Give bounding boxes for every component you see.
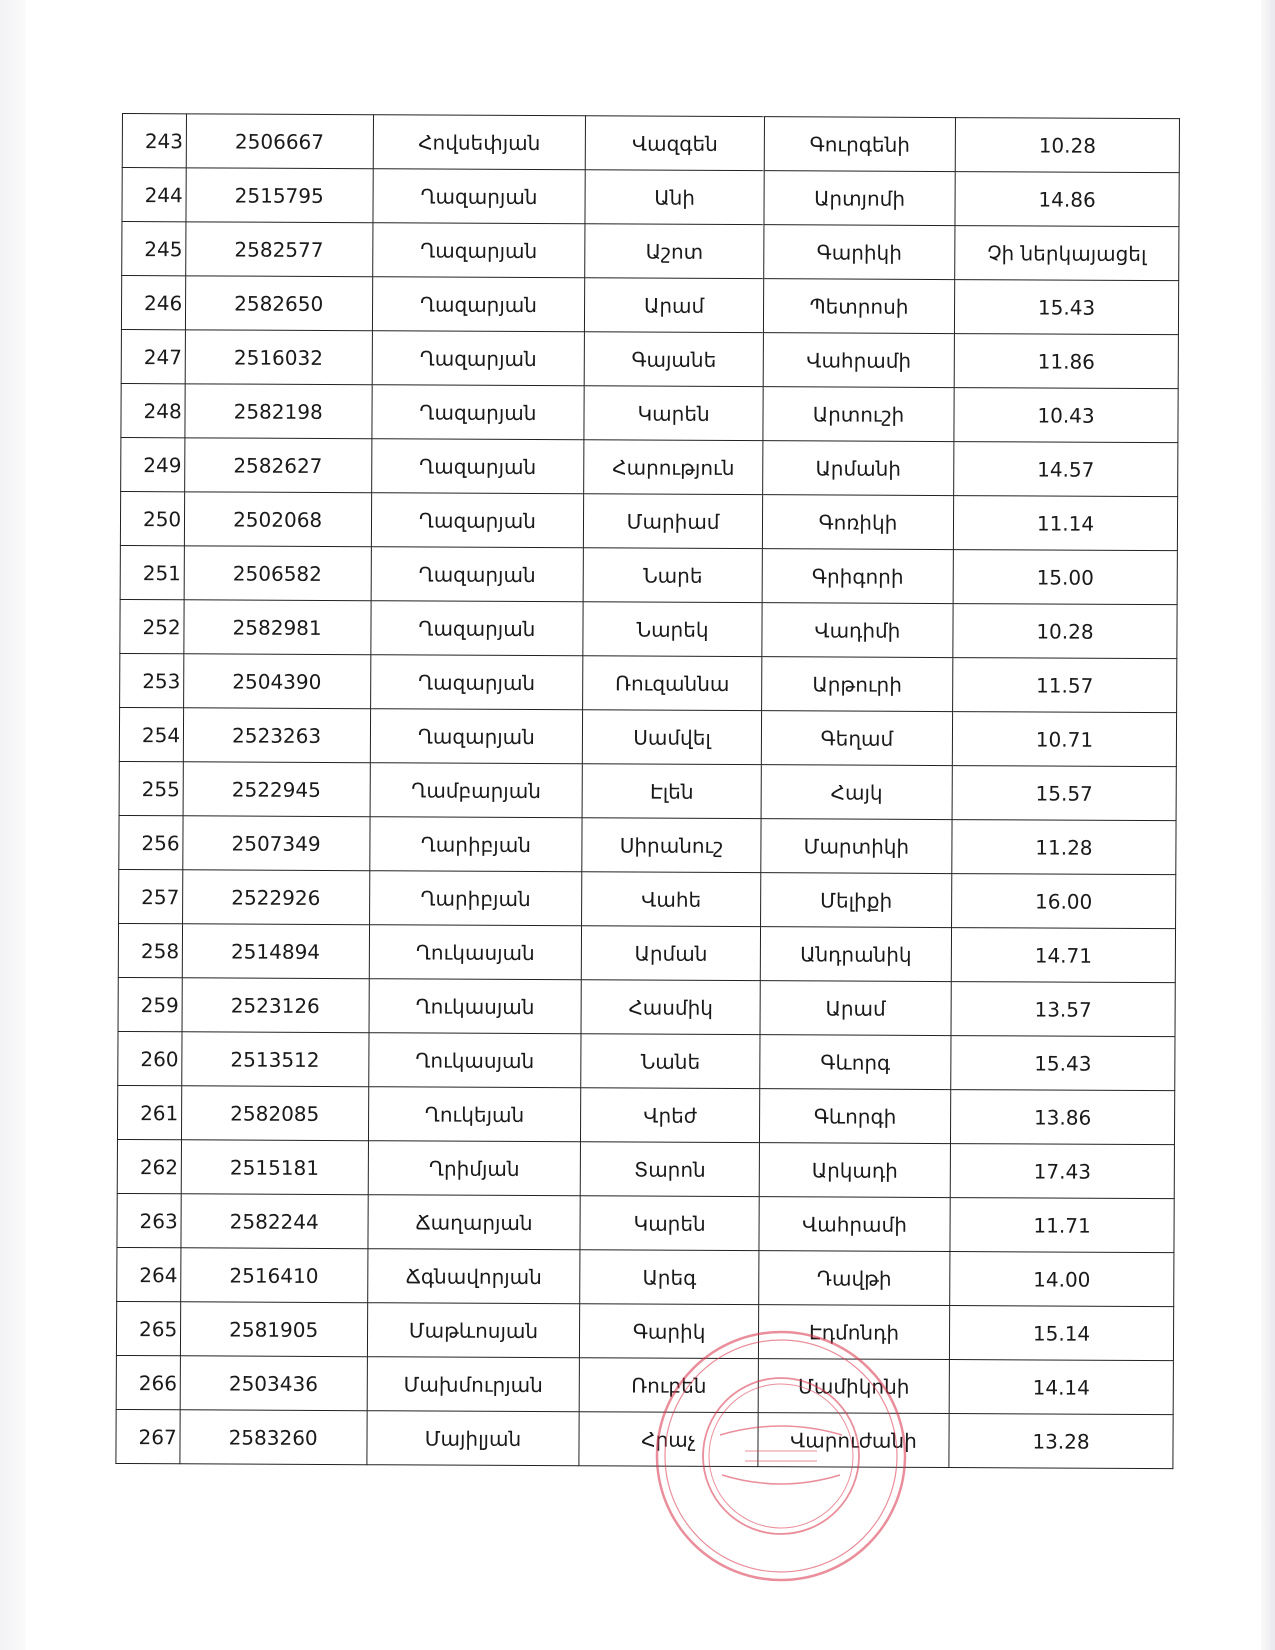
applicant-id-cell: 2516410 xyxy=(180,1248,367,1303)
score-cell: 11.14 xyxy=(953,496,1177,551)
score-cell: 15.43 xyxy=(951,1036,1175,1091)
surname-cell: Ղրիմյան xyxy=(368,1141,581,1196)
applicant-id-cell: 2503436 xyxy=(180,1356,367,1411)
score-cell: 16.00 xyxy=(952,874,1176,929)
table-row xyxy=(118,977,1175,1036)
applicant-id-cell: 2507349 xyxy=(182,816,369,871)
surname-cell: Ղազարյան xyxy=(372,385,585,440)
score-cell: 15.00 xyxy=(953,550,1177,605)
surname-cell: Ղարիբյան xyxy=(369,871,582,926)
score-cell: 14.00 xyxy=(950,1252,1174,1307)
row-number-cell: 259 xyxy=(118,977,182,1031)
table-row xyxy=(121,276,1178,335)
table-row xyxy=(121,329,1178,388)
row-number-cell: 244 xyxy=(122,168,186,222)
surname-cell: Ղուկասյան xyxy=(369,979,582,1034)
first-name-cell: Կարեն xyxy=(580,1196,759,1251)
row-number-cell: 264 xyxy=(117,1247,181,1301)
surname-cell: Ղազարյան xyxy=(371,493,584,548)
row-number-cell: 257 xyxy=(119,869,183,923)
page-shadow-right xyxy=(1261,0,1275,1650)
surname-cell: Մաթևոսյան xyxy=(367,1303,580,1358)
score-cell: 13.28 xyxy=(949,1414,1173,1469)
page-shadow-left xyxy=(0,0,26,1650)
patronymic-cell: Արկադի xyxy=(759,1143,950,1198)
first-name-cell: Հրաչ xyxy=(579,1412,758,1467)
applicant-id-cell: 2582627 xyxy=(184,438,371,493)
surname-cell: Ղազարյան xyxy=(370,655,583,710)
patronymic-cell: Արթուրի xyxy=(762,657,953,712)
surname-cell: Ղամբարյան xyxy=(370,763,583,818)
first-name-cell: Արման xyxy=(582,926,761,981)
patronymic-cell: Գեղամ xyxy=(761,711,952,766)
surname-cell: Ղազարյան xyxy=(370,601,583,656)
surname-cell: Ղազարյան xyxy=(372,223,585,278)
row-number-cell: 249 xyxy=(121,437,185,491)
table-row xyxy=(118,923,1175,982)
patronymic-cell: Մելիքի xyxy=(761,873,952,928)
patronymic-cell: Գուրգենի xyxy=(764,117,955,172)
applicant-id-cell: 2581905 xyxy=(180,1302,367,1357)
first-name-cell: Վահե xyxy=(582,872,761,927)
table-row xyxy=(120,545,1177,604)
score-cell: 10.71 xyxy=(952,712,1176,767)
row-number-cell: 254 xyxy=(119,707,183,761)
row-number-cell: 248 xyxy=(121,383,185,437)
patronymic-cell: Գրիգորի xyxy=(762,549,953,604)
applicant-id-cell: 2583260 xyxy=(180,1410,367,1465)
row-number-cell: 260 xyxy=(118,1031,182,1085)
row-number-cell: 246 xyxy=(121,276,185,330)
row-number-cell: 263 xyxy=(117,1193,181,1247)
row-number-cell: 261 xyxy=(117,1085,181,1139)
table-row xyxy=(119,707,1176,766)
first-name-cell: Հասմիկ xyxy=(581,980,760,1035)
table-row xyxy=(119,869,1176,928)
table-row xyxy=(121,437,1178,496)
first-name-cell: Տարոն xyxy=(580,1142,759,1197)
score-cell: Չի ներկայացել xyxy=(955,226,1179,281)
first-name-cell: Սամվել xyxy=(583,710,762,765)
applicant-id-cell: 2582577 xyxy=(185,222,372,277)
applicant-id-cell: 2523263 xyxy=(183,708,370,763)
applicant-id-cell: 2582198 xyxy=(185,384,372,439)
patronymic-cell: Մամիկոնի xyxy=(758,1359,949,1414)
applicant-id-cell: 2522926 xyxy=(182,870,369,925)
first-name-cell: Վազգեն xyxy=(585,116,764,171)
table-row xyxy=(119,761,1176,820)
table-row xyxy=(117,1193,1174,1252)
row-number-cell: 245 xyxy=(122,222,186,276)
patronymic-cell: Արտուշի xyxy=(763,387,954,442)
surname-cell: Ղազարյան xyxy=(373,169,586,224)
patronymic-cell: Հայկ xyxy=(761,765,952,820)
row-number-cell: 252 xyxy=(120,599,184,653)
surname-cell: Ղազարյան xyxy=(370,709,583,764)
score-cell: 10.43 xyxy=(954,388,1178,443)
table-row xyxy=(121,383,1178,442)
row-number-cell: 253 xyxy=(120,653,184,707)
score-cell: 11.86 xyxy=(954,334,1178,389)
table-row xyxy=(117,1139,1174,1198)
row-number-cell: 266 xyxy=(116,1355,180,1409)
patronymic-cell: Պետրոսի xyxy=(763,279,954,334)
patronymic-cell: Գևորգի xyxy=(759,1089,950,1144)
applicant-id-cell: 2514894 xyxy=(182,924,369,979)
first-name-cell: Հարություն xyxy=(584,440,763,495)
first-name-cell: Անի xyxy=(585,170,764,225)
surname-cell: Հովսեփյան xyxy=(373,115,586,170)
table-row xyxy=(116,1409,1173,1468)
surname-cell: Ճաղարյան xyxy=(368,1195,581,1250)
applicant-id-cell: 2582085 xyxy=(181,1086,368,1141)
applicant-id-cell: 2582244 xyxy=(181,1194,368,1249)
table-row xyxy=(120,599,1177,658)
row-number-cell: 256 xyxy=(119,815,183,869)
first-name-cell: Արեգ xyxy=(580,1250,759,1305)
applicant-id-cell: 2515795 xyxy=(186,168,373,223)
table-row xyxy=(119,815,1176,874)
first-name-cell: Գարիկ xyxy=(580,1304,759,1359)
first-name-cell: Մարիամ xyxy=(584,494,763,549)
surname-cell: Ղարիբյան xyxy=(369,817,582,872)
first-name-cell: Ռուզաննա xyxy=(583,656,762,711)
row-number-cell: 251 xyxy=(120,545,184,599)
patronymic-cell: Անդրանիկ xyxy=(760,927,951,982)
applicant-id-cell: 2523126 xyxy=(182,978,369,1033)
surname-cell: Ղազարյան xyxy=(371,547,584,602)
score-cell: 15.14 xyxy=(949,1306,1173,1361)
score-cell: 14.14 xyxy=(949,1360,1173,1415)
applicant-id-cell: 2515181 xyxy=(181,1140,368,1195)
surname-cell: Ղազարյան xyxy=(371,439,584,494)
first-name-cell: Աշոտ xyxy=(585,224,764,279)
applicant-id-cell: 2522945 xyxy=(183,762,370,817)
table-row xyxy=(116,1355,1173,1414)
surname-cell: Ղուկասյան xyxy=(369,925,582,980)
score-cell: 10.28 xyxy=(953,604,1177,659)
surname-cell: Ճգնավորյան xyxy=(367,1249,580,1304)
first-name-cell: Նարեկ xyxy=(583,602,762,657)
applicant-id-cell: 2582650 xyxy=(185,276,372,331)
patronymic-cell: Վադիմի xyxy=(762,603,953,658)
first-name-cell: Արամ xyxy=(585,278,764,333)
table-row xyxy=(122,114,1179,173)
table-row xyxy=(117,1085,1174,1144)
score-cell: 11.57 xyxy=(953,658,1177,713)
first-name-cell: Գայանե xyxy=(584,332,763,387)
table-row xyxy=(117,1247,1174,1306)
score-cell: 10.28 xyxy=(955,118,1179,173)
first-name-cell: Սիրանուշ xyxy=(582,818,761,873)
row-number-cell: 258 xyxy=(118,923,182,977)
first-name-cell: Կարեն xyxy=(584,386,763,441)
applicant-id-cell: 2582981 xyxy=(184,600,371,655)
score-cell: 13.57 xyxy=(951,982,1175,1037)
first-name-cell: Վրեժ xyxy=(581,1088,760,1143)
applicant-id-cell: 2513512 xyxy=(181,1032,368,1087)
applicant-id-cell: 2502068 xyxy=(184,492,371,547)
table-row xyxy=(122,222,1179,281)
applicant-id-cell: 2506582 xyxy=(184,546,371,601)
results-table xyxy=(115,113,1180,1469)
surname-cell: Մախմուրյան xyxy=(367,1357,580,1412)
patronymic-cell: Արամ xyxy=(760,981,951,1036)
row-number-cell: 265 xyxy=(116,1301,180,1355)
score-cell: 17.43 xyxy=(950,1144,1174,1199)
applicant-id-cell: 2504390 xyxy=(183,654,370,709)
row-number-cell: 243 xyxy=(122,114,186,168)
surname-cell: Մայիլյան xyxy=(367,1411,580,1466)
surname-cell: Ղազարյան xyxy=(372,277,585,332)
score-cell: 11.71 xyxy=(950,1198,1174,1253)
table-row xyxy=(122,168,1179,227)
score-cell: 11.28 xyxy=(952,820,1176,875)
surname-cell: Ղուկեյան xyxy=(368,1087,581,1142)
patronymic-cell: Գոռիկի xyxy=(762,495,953,550)
patronymic-cell: Վահրամի xyxy=(763,333,954,388)
table-body xyxy=(116,114,1180,1469)
score-cell: 15.43 xyxy=(954,280,1178,335)
patronymic-cell: Արտյոմի xyxy=(764,171,955,226)
applicant-id-cell: 2506667 xyxy=(186,114,373,169)
patronymic-cell: Գևորգ xyxy=(760,1035,951,1090)
score-cell: 14.57 xyxy=(954,442,1178,497)
first-name-cell: Նարե xyxy=(583,548,762,603)
first-name-cell: Նանե xyxy=(581,1034,760,1089)
first-name-cell: Էլեն xyxy=(582,764,761,819)
patronymic-cell: Արմանի xyxy=(763,441,954,496)
score-cell: 14.71 xyxy=(951,928,1175,983)
patronymic-cell: Վարուժանի xyxy=(758,1413,949,1468)
first-name-cell: Ռուբեն xyxy=(579,1358,758,1413)
patronymic-cell: Գարիկի xyxy=(764,225,955,280)
patronymic-cell: Մարտիկի xyxy=(761,819,952,874)
patronymic-cell: Էդմոնդի xyxy=(758,1305,949,1360)
patronymic-cell: Վահրամի xyxy=(759,1197,950,1252)
patronymic-cell: Դավթի xyxy=(759,1251,950,1306)
table-row xyxy=(120,491,1177,550)
row-number-cell: 247 xyxy=(121,329,185,383)
row-number-cell: 255 xyxy=(119,761,183,815)
applicant-id-cell: 2516032 xyxy=(185,330,372,385)
row-number-cell: 250 xyxy=(120,491,184,545)
table-row xyxy=(116,1301,1173,1360)
surname-cell: Ղազարյան xyxy=(372,331,585,386)
row-number-cell: 262 xyxy=(117,1139,181,1193)
score-cell: 14.86 xyxy=(955,172,1179,227)
table-row xyxy=(120,653,1177,712)
score-cell: 15.57 xyxy=(952,766,1176,821)
score-cell: 13.86 xyxy=(950,1090,1174,1145)
row-number-cell: 267 xyxy=(116,1409,180,1463)
surname-cell: Ղուկասյան xyxy=(368,1033,581,1088)
table-row xyxy=(118,1031,1175,1090)
